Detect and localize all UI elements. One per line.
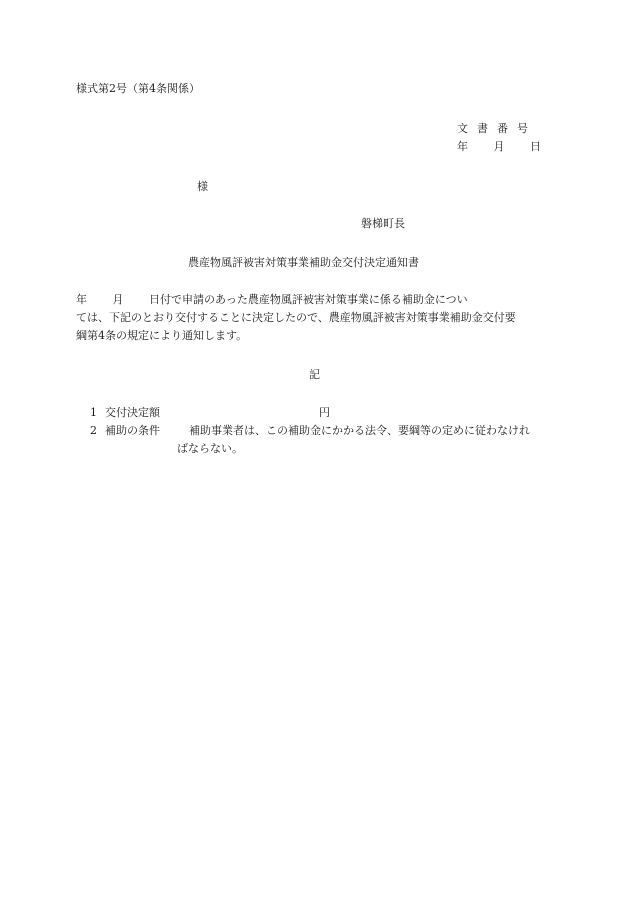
body-text-line-3: 綱第4条の規定により通知します。 (76, 329, 248, 342)
addressee-honorific: 様 (197, 180, 208, 193)
issuer-name: 磐梯町長 (361, 217, 405, 230)
item-label-grant-amount: 交付決定額 (105, 406, 160, 419)
item-number: 1 (90, 406, 97, 419)
item-number: 2 (90, 424, 97, 437)
ki-heading: 記 (309, 368, 320, 381)
body-text-line-1: 年 月 日付で申請のあった農産物風評被害対策事業に係る補助金につい (76, 293, 468, 306)
date-line: 年 月 日 (457, 140, 541, 153)
currency-unit: 円 (319, 406, 330, 419)
conditions-text: 補助事業者は、この補助金にかかる法令、要綱等の定めに従わなけれ (189, 424, 530, 437)
document-title: 農産物風評被害対策事業補助金交付決定通知書 (188, 256, 419, 269)
item-label-conditions: 補助の条件 (105, 424, 160, 437)
document-number-label: 文書番号 (457, 122, 537, 135)
conditions-text-continued: ばならない。 (177, 442, 243, 455)
body-text-line-2: ては、下記のとおり交付することに決定したので、農産物風評被害対策事業補助金交付要 (76, 311, 516, 324)
form-number: 様式第2号（第4条関係） (76, 82, 200, 95)
